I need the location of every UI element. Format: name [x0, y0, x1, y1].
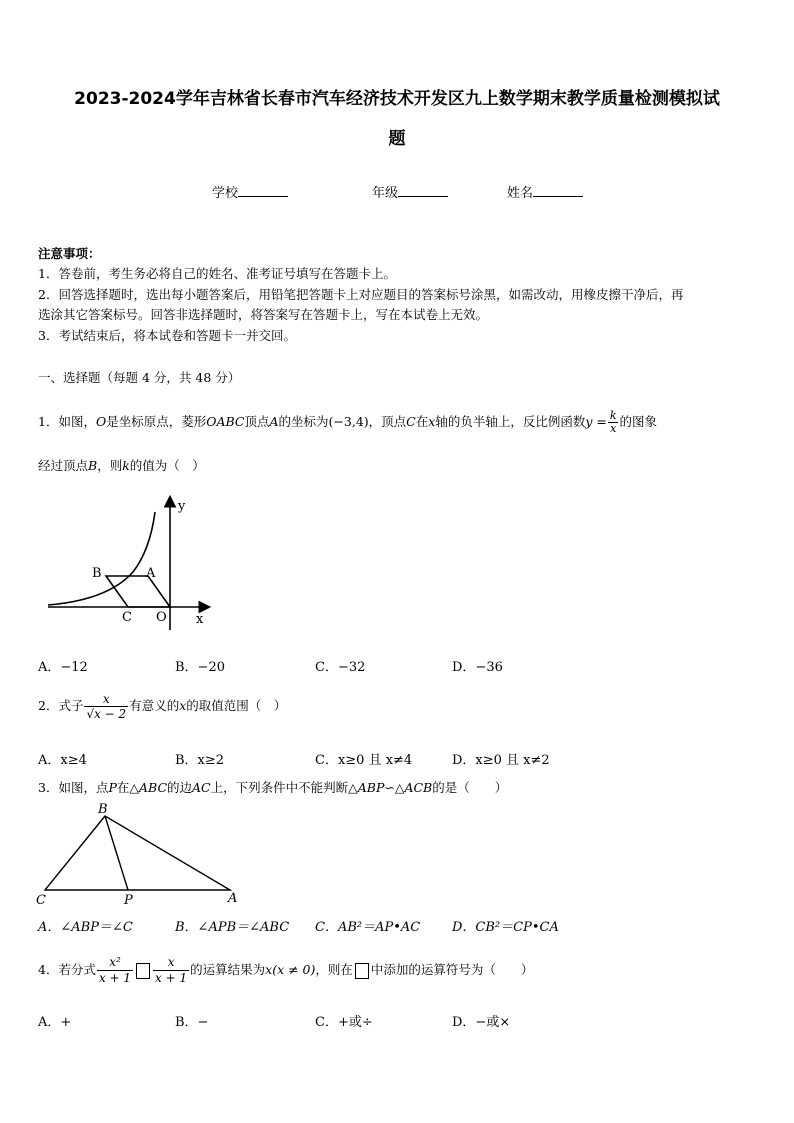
- operator-box: [355, 963, 369, 979]
- label-A: A: [228, 891, 238, 906]
- q1-option-b[interactable]: B．−20: [175, 660, 225, 675]
- label-B: B: [98, 802, 108, 817]
- q4-option-c[interactable]: C．+或÷: [315, 1015, 373, 1030]
- q1-option-a[interactable]: A．−12: [38, 660, 88, 675]
- q4-option-a[interactable]: A．+: [38, 1015, 72, 1030]
- q1-option-c[interactable]: C．−32: [315, 660, 366, 675]
- rhombus-OABC: [106, 576, 170, 607]
- question-3-stem: 3．如图，点P在△ABC的边AC上，下列条件中不能判断△ABP∽△ACB的是（ ）: [38, 780, 508, 795]
- q2-option-d[interactable]: D．x≥0 且 x≠2: [452, 753, 550, 768]
- fraction-x-over-sqrt: $\frac{x}{√x - 2}$: [86, 692, 127, 721]
- fraction-k-over-x: $\frac{k}{x}$: [609, 409, 617, 435]
- q3-option-a[interactable]: A．∠ABP＝∠C: [38, 920, 133, 935]
- label-C: C: [36, 893, 46, 908]
- q3-option-b[interactable]: B．∠APB＝∠ABC: [175, 920, 290, 935]
- hyperbola-curve: [48, 512, 155, 605]
- q2-option-c[interactable]: C．x≥0 且 x≠4: [315, 753, 413, 768]
- page-title: 2023-2024学年吉林省长春市汽车经济技术开发区九上数学期末教学质量检测模拟试: [74, 89, 720, 109]
- q2-option-a[interactable]: A．x≥4: [38, 753, 87, 768]
- question-2-stem: 2．式子 $\frac{x}{√x - 2}$ 有意义的x的取值范围（ ）: [38, 692, 287, 721]
- label-y: y: [178, 499, 186, 514]
- q2-option-b[interactable]: B．x≥2: [175, 753, 225, 768]
- q4-option-b[interactable]: B．−: [175, 1015, 209, 1030]
- q1-option-d[interactable]: D．−36: [452, 660, 503, 675]
- grade-label: 年级: [372, 186, 399, 201]
- school-field[interactable]: [212, 182, 288, 201]
- operator-box: [136, 963, 150, 979]
- school-label: 学校: [212, 186, 239, 201]
- q3-option-c[interactable]: C．AB²＝AP•AC: [315, 920, 421, 935]
- question-4-stem: 4．若分式 $\frac{\text{x²}}{x + 1}$ $\frac{x}{x + 1}$ 的运算结果为x(x ≠ 0)，则在 中添加的运算符号为（ ）: [38, 955, 534, 985]
- fraction-x2-over-x1: $\frac{\text{x²}}{x + 1}$: [98, 955, 132, 985]
- note-item-1: 1．答卷前，考生务必将自己的姓名、准考证号填写在答题卡上。: [38, 266, 396, 281]
- page-title-continued: 题: [388, 129, 406, 149]
- label-x: x: [196, 612, 204, 627]
- name-blank[interactable]: [533, 184, 583, 197]
- name-label: 姓名: [507, 186, 534, 201]
- label-C: C: [122, 610, 132, 625]
- note-item-3: 3．考试结束后，将本试卷和答题卡一并交回。: [38, 328, 296, 343]
- label-A: A: [146, 566, 156, 581]
- q4-option-d[interactable]: D．−或×: [452, 1015, 511, 1030]
- label-P: P: [124, 893, 133, 908]
- question-1-stem: 1．如图，O是坐标原点，菱形OABC顶点A的坐标为(−3,4)，顶点C在x轴的负半轴上，反比例函数y = $\frac{k}{x}$ 的图象: [38, 409, 658, 435]
- grade-field[interactable]: [372, 182, 448, 201]
- section-heading: 一、选择题（每题 4 分，共 48 分）: [38, 370, 241, 385]
- label-B: B: [92, 566, 102, 581]
- question-1-stem-cont: 经过顶点B，则k的值为（ ）: [38, 458, 205, 473]
- grade-blank[interactable]: [398, 184, 448, 197]
- note-item-2-cont: 选涂其它答案标号。回答非选择题时，将答案写在答题卡上，写在本试卷上无效。: [38, 307, 489, 322]
- label-O: O: [156, 610, 167, 625]
- question-1-figure: [38, 490, 223, 635]
- triangle-ABC: [45, 816, 230, 890]
- fraction-x-over-x1: $\frac{x}{x + 1}$: [155, 955, 188, 985]
- question-3-figure: [30, 800, 255, 910]
- name-field[interactable]: [507, 182, 583, 201]
- notes-heading: 注意事项：: [38, 246, 101, 261]
- note-item-2: 2．回答选择题时，选出每小题答案后，用铅笔把答题卡上对应题目的答案标号涂黑，如需改动，用橡皮擦干净后，再: [38, 287, 684, 302]
- q3-option-d[interactable]: D．CB²＝CP•CA: [452, 920, 559, 935]
- school-blank[interactable]: [238, 184, 288, 197]
